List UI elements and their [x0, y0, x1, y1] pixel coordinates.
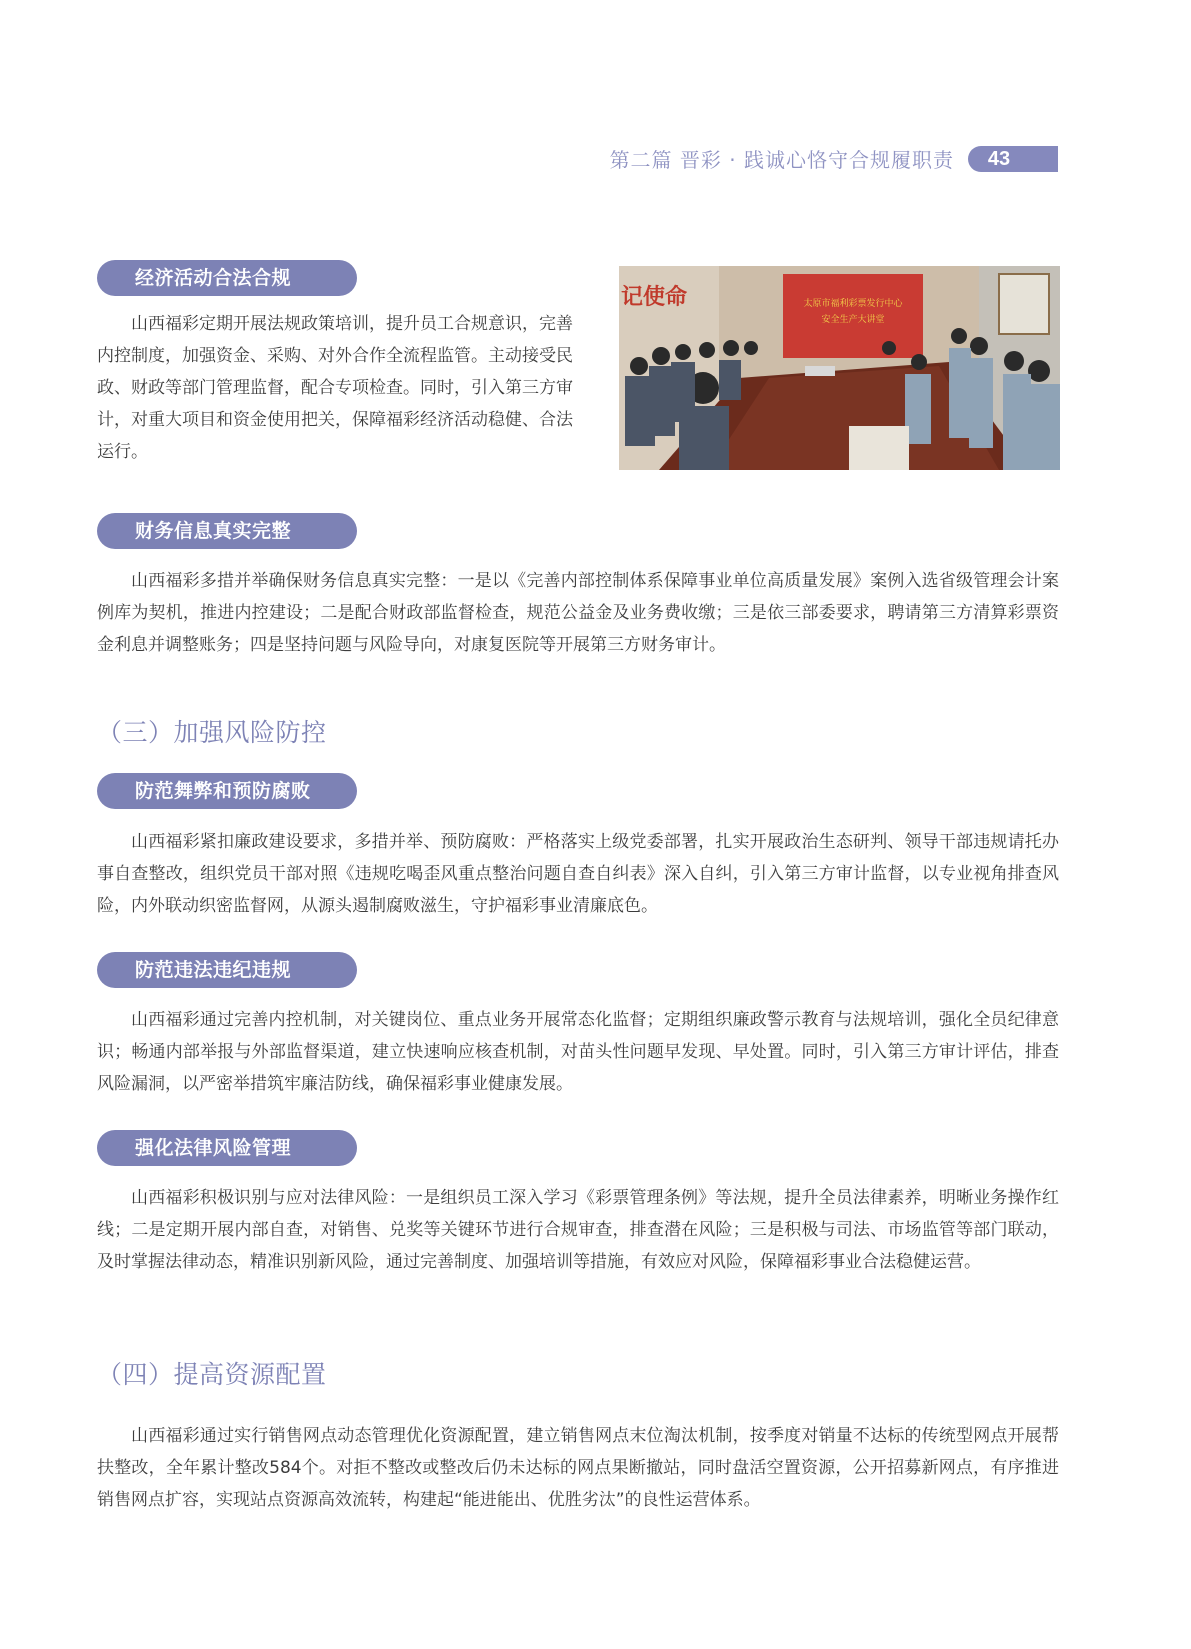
economic-compliance-body: 山西福彩定期开展法规政策培训，提升员工合规意识，完善内控制度，加强资金、采购、对外合作全流程监管。主动接受民政、财政等部门管理监督，配合专项检查。同时，引入第三方审计，对重大项目和资金使用把关，保障福彩经济活动稳健、合法运行。	[97, 314, 573, 462]
financial-info-heading: 财务信息真实完整	[97, 513, 357, 549]
legal-risk-body: 山西福彩积极识别与应对法律风险：一是组织员工深入学习《彩票管理条例》等法规，提升全员法律素养，明晰业务操作红线；二是定期开展内部自查，对销售、兑奖等关键环节进行合规审查，排查潜在风险；三是积极与司法、市场监管等部门联动，及时掌握法律动态，精准识别新风险，通过完善制度、加强培训等措施，有效应对风险，保障福彩事业合法稳健运营。	[97, 1188, 1059, 1272]
anti-corruption-body: 山西福彩紧扣廉政建设要求，多措并举、预防腐败：严格落实上级党委部署，扎实开展政治生态研判、领导干部违规请托办事自查整改，组织党员干部对照《违规吃喝歪风重点整治问题自查自纠表》深入自纠，引入第三方审计监督，以专业视角排查风险，内外联动织密监督网，从源头遏制腐败滋生，守护福彩事业清廉底色。	[97, 832, 1059, 916]
anti-violation-heading: 防范违法违纪违规	[97, 952, 357, 988]
section-three-title: （三）加强风险防控	[97, 718, 327, 747]
financial-info-body: 山西福彩多措并举确保财务信息真实完整：一是以《完善内部控制体系保障事业单位高质量发展》案例入选省级管理会计案例库为契机，推进内控建设；二是配合财政部监督检查，规范公益金及业务费收缴；三是依三部委要求，聘请第三方清算彩票资金利息并调整账务；四是坚持问题与风险导向，对康复医院等开展第三方财务审计。	[97, 571, 1059, 655]
svg-text:太原市福利彩票发行中心: 太原市福利彩票发行中心	[803, 299, 903, 309]
anti-violation-body: 山西福彩通过完善内控机制，对关键岗位、重点业务开展常态化监督；定期组织廉政警示教育与法规培训，强化全员纪律意识；畅通内部举报与外部监督渠道，建立快速响应核查机制，对苗头性问题早发现、早处置。同时，引入第三方审计评估，排查风险漏洞，以严密举措筑牢廉洁防线，确保福彩事业健康发展。	[97, 1010, 1059, 1094]
wall-slogan-text: 记使命	[621, 284, 688, 310]
meeting-photo	[619, 266, 1060, 470]
svg-text:安全生产大讲堂: 安全生产大讲堂	[821, 315, 885, 325]
resource-allocation-body: 山西福彩通过实行销售网点动态管理优化资源配置，建立销售网点末位淘汰机制，按季度对销量不达标的传统型网点开展帮扶整改，全年累计整改584个。对拒不整改或整改后仍未达标的网点果断撤站，同时盘活空置资源，公开招募新网点，有序推进销售网点扩容，实现站点资源高效流转，构建起“能进能出、优胜劣汰”的良性运营体系。	[97, 1426, 1059, 1510]
chapter-title: 第二篇 晋彩 · 践诚心恪守合规履职责	[609, 148, 954, 172]
section-four-title: （四）提高资源配置	[97, 1360, 327, 1389]
anti-corruption-heading: 防范舞弊和预防腐败	[97, 773, 357, 809]
legal-risk-heading: 强化法律风险管理	[97, 1130, 357, 1166]
page-number-tab	[968, 146, 1058, 172]
economic-compliance-heading: 经济活动合法合规	[97, 260, 357, 296]
page-number: 43	[987, 148, 1011, 170]
wall-painting	[999, 274, 1049, 334]
